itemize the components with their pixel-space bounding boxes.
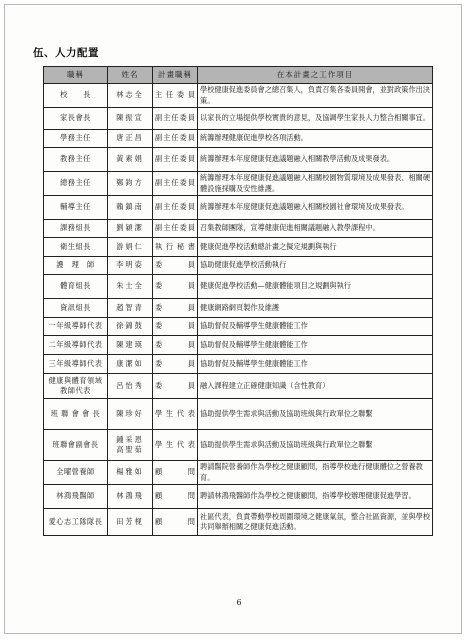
row-position: 委員 — [153, 374, 198, 399]
row-position: 副主任委員 — [153, 220, 198, 238]
row-name: 陳振宣 — [108, 108, 153, 130]
row-work: 協助督促及輔導學生健康體能工作 — [198, 318, 433, 336]
table-row — [44, 399, 433, 430]
row-work: 健康促進學校活動總計畫之擬定規劃與執行 — [198, 238, 433, 257]
row-name: 朱士全 — [108, 275, 153, 299]
row-name: 唐正昌 — [108, 130, 153, 148]
row-name: 李明姿 — [108, 257, 153, 275]
row-role: 林鴻飛醫師 — [44, 485, 108, 509]
row-role: 班聯會副會長 — [44, 430, 108, 461]
row-name: 徐錦鼓 — [108, 318, 153, 336]
row-role: 衛生組長 — [44, 238, 108, 257]
row-role: 二年級導師代表 — [44, 336, 108, 355]
row-name: 陳建瑛 — [108, 336, 153, 355]
document-page — [4, 4, 462, 634]
row-position: 顧問 — [153, 485, 198, 509]
row-position: 副主任委員 — [153, 196, 198, 220]
table-row — [44, 336, 433, 355]
table-row — [44, 485, 433, 509]
row-role: 課務組長 — [44, 220, 108, 238]
table-row — [44, 355, 433, 374]
row-name: 游娟仁 — [108, 238, 153, 257]
table-row — [44, 130, 433, 148]
row-name: 鄭鈞方 — [108, 172, 153, 196]
row-role: 教務主任 — [44, 148, 108, 172]
row-work: 以家長的立場提供學校實貴的意見，及協調學生家長人力整合相關事宜。 — [198, 108, 433, 130]
row-position: 副主任委員 — [153, 148, 198, 172]
table-row — [44, 430, 433, 461]
table-row — [44, 172, 433, 196]
row-name: 林鴻飛 — [108, 485, 153, 509]
table-row — [44, 196, 433, 220]
row-work: 協助督促及輔導學生健康體能工作 — [198, 355, 433, 374]
row-name: 劉穎潔 — [108, 220, 153, 238]
row-role: 愛心志工隊隊長 — [44, 509, 108, 536]
row-work: 社區代表，負責帶動學校周圍環境之健康氣氛，整合社區資源，並與學校共同舉辦相關之健康促進活動。 — [198, 509, 433, 536]
table-row — [44, 257, 433, 275]
header-name: 姓名 — [108, 67, 153, 84]
table-row — [44, 148, 433, 172]
row-work: 聘請林鴻飛醫師作為學校之健康顧問，指導學校辦理健康促進學習。 — [198, 485, 433, 509]
row-position: 委員 — [153, 275, 198, 299]
row-role: 校 長 — [44, 84, 108, 108]
row-role: 學務主任 — [44, 130, 108, 148]
row-work: 協助提供學生需求與活動及協助班級與行政單位之聯繫 — [198, 430, 433, 461]
table-row — [44, 299, 433, 318]
row-position: 副主任委員 — [153, 130, 198, 148]
row-name: 鍾采恩 高聖茹 — [108, 430, 153, 461]
table-row — [44, 238, 433, 257]
row-work: 協助健康促進學校活動執行 — [198, 257, 433, 275]
row-name: 康潔如 — [108, 355, 153, 374]
row-role: 資訊組長 — [44, 299, 108, 318]
row-work: 統籌辦理本年度健康促進議題融入相關校園社會環境及成果發表。 — [198, 196, 433, 220]
row-role: 輔導主任 — [44, 196, 108, 220]
header-work: 在本計畫之工作項目 — [198, 67, 433, 84]
row-role: 健康與體育領域教師代表 — [44, 374, 108, 399]
table-row — [44, 84, 433, 108]
page-number: 6 — [236, 598, 242, 607]
row-position: 委員 — [153, 336, 198, 355]
row-position: 委員 — [153, 355, 198, 374]
table-row — [44, 220, 433, 238]
row-work: 健康促進學校活動—健康體能項目之規劃與執行 — [198, 275, 433, 299]
row-position: 副主任委員 — [153, 172, 198, 196]
row-role: 護 理 師 — [44, 257, 108, 275]
row-name: 賴鎮南 — [108, 196, 153, 220]
table-row — [44, 318, 433, 336]
row-role: 家長會長 — [44, 108, 108, 130]
row-work: 召集教師團隊，宣導健康促進相關議題融入教學課程中。 — [198, 220, 433, 238]
row-work: 健康網路網頁製作及維護 — [198, 299, 433, 318]
row-role: 一年級導師代表 — [44, 318, 108, 336]
row-position: 學生代表 — [153, 430, 198, 461]
row-position: 委員 — [153, 299, 198, 318]
row-position: 委員 — [153, 257, 198, 275]
row-role: 全曜營養師 — [44, 461, 108, 485]
row-position: 執行秘書 — [153, 238, 198, 257]
table-row — [44, 275, 433, 299]
header-role: 職稱 — [44, 67, 108, 84]
header-position: 計畫職稱 — [153, 67, 198, 84]
row-position: 顧問 — [153, 461, 198, 485]
row-work: 協助提供學生需求與活動及協助班級與行政單位之聯繫 — [198, 399, 433, 430]
table-row — [44, 461, 433, 485]
table-row — [44, 509, 433, 536]
row-position: 副主任委員 — [153, 108, 198, 130]
row-position: 委員 — [153, 318, 198, 336]
row-name: 楊雅如 — [108, 461, 153, 485]
staffing-table — [43, 66, 433, 536]
table-header-row — [44, 67, 433, 84]
row-role: 三年級導師代表 — [44, 355, 108, 374]
row-name: 呂怡秀 — [108, 374, 153, 399]
row-work: 學校健康促進委員會之總召集人，負責召集各委員開會，並對政策作出決策。 — [198, 84, 433, 108]
row-work: 統籌辦理本年度健康促進議題融入相關教學活動及成果發表。 — [198, 148, 433, 172]
row-position: 主任委員 — [153, 84, 198, 108]
row-role: 班 聯 會 會 長 — [44, 399, 108, 430]
row-name: 田芳枧 — [108, 509, 153, 536]
table-row — [44, 374, 433, 399]
row-role: 體育組長 — [44, 275, 108, 299]
section-heading: 伍、人力配置 — [33, 47, 99, 59]
row-work: 統籌辦理健康促進學校各項活動。 — [198, 130, 433, 148]
row-name: 趙智青 — [108, 299, 153, 318]
row-work: 統籌辦理本年度健康促進議題融入相關校園物質環境及成果發表、相關硬體設施採購及安性維護。 — [198, 172, 433, 196]
row-name: 林志全 — [108, 84, 153, 108]
row-work: 融入課程建立正確健康知識（含性教育） — [198, 374, 433, 399]
row-role: 總務主任 — [44, 172, 108, 196]
row-work: 聘請醫院營養師作為學校之健康顧問，指導學校進行健康體位之營養教育。 — [198, 461, 433, 485]
row-name: 黃素娟 — [108, 148, 153, 172]
row-work: 協助督促及輔導學生健康體能工作 — [198, 336, 433, 355]
row-position: 學生代表 — [153, 399, 198, 430]
row-position: 顧問 — [153, 509, 198, 536]
row-name: 陳珍好 — [108, 399, 153, 430]
table-row — [44, 108, 433, 130]
